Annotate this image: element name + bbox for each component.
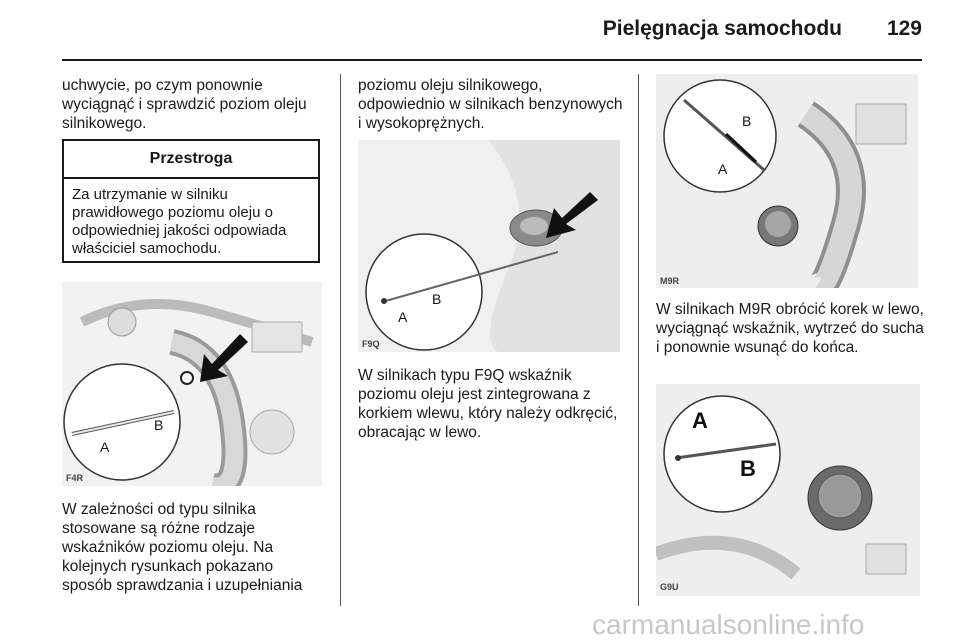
watermark: carmanualsonline.info [592, 609, 865, 640]
m9r-label-b: B [742, 113, 752, 129]
page-number: 129 [886, 17, 922, 40]
figure-f9q [358, 140, 620, 352]
header-rule [62, 59, 922, 61]
col1-intro: uchwycie, po czym ponownie wyciągnąć i sprawdzić poziom oleju silnikowego. [62, 77, 307, 132]
caution-title: Przestroga [64, 141, 318, 179]
column-divider-1 [340, 74, 341, 606]
f9q-label-a: A [398, 309, 408, 325]
figure-code-m9r: M9R [660, 276, 680, 286]
col2-intro: poziomu oleju silnikowego, odpowiednio w silnikach benzynowych i wysokoprężnych. [358, 77, 623, 132]
f9q-label-b: B [432, 291, 442, 307]
figure-code-f4r: F4R [66, 473, 84, 483]
g9u-label-a: A [692, 408, 708, 433]
g9u-label-b: B [740, 456, 756, 481]
engine-illustration-g9u [656, 384, 920, 596]
col2-text: W silnikach typu F9Q wskaźnik poziomu oleju jest zintegrowana z korkiem wlewu, który należy odkręcić, obracając w lewo. [358, 367, 618, 441]
page-title: Pielęgnacja samochodu [602, 17, 842, 40]
f4r-label-a: A [100, 439, 110, 455]
m9r-label-a: A [718, 161, 728, 177]
figure-code-g9u: G9U [660, 582, 679, 592]
figure-code-f9q: F9Q [362, 339, 380, 349]
engine-illustration-f9q [358, 140, 620, 352]
figure-g9u [656, 384, 920, 596]
col1-text: W zależności od typu silnika stosowane są różne rodzaje wskaźników poziomu oleju. Na kolejnych rysunkach pokazano sposób sprawdzania i uzupełniania [62, 501, 303, 594]
engine-illustration-m9r [656, 74, 918, 288]
figure-m9r [656, 74, 918, 288]
caution-text: Za utrzymanie w silniku prawidłowego poziomu oleju o odpowiedniej jakości odpowiada właściciel samochodu. [72, 186, 287, 257]
f4r-label-b: B [154, 417, 164, 433]
figure-f4r [62, 282, 322, 486]
column-divider-2 [638, 74, 639, 606]
engine-illustration-f4r [62, 282, 322, 486]
col3-text: W silnikach M9R obrócić korek w lewo, wyciągnąć wskaźnik, wytrzeć do sucha i ponownie wsunąć do końca. [656, 301, 924, 356]
caution-box [62, 139, 320, 263]
